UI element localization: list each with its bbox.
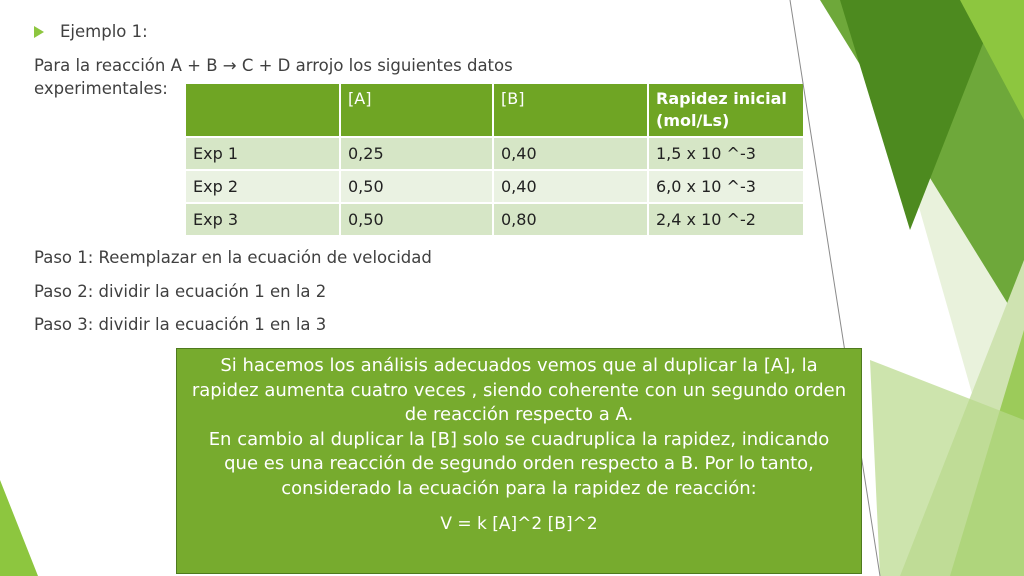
table-cell: 0,50 xyxy=(340,203,493,235)
table-cell: 0,40 xyxy=(493,170,648,203)
table-cell: Exp 3 xyxy=(186,203,340,235)
table-cell: 1,5 x 10 ^-3 xyxy=(648,137,803,170)
table-header-rate: Rapidez inicial (mol/Ls) xyxy=(648,84,803,137)
table-row xyxy=(186,170,803,203)
table-header-b: [B] xyxy=(493,84,648,137)
table-header-empty xyxy=(186,84,340,137)
experiment-table xyxy=(186,84,803,235)
table-cell: 0,50 xyxy=(340,170,493,203)
table-cell: 0,40 xyxy=(493,137,648,170)
conclusion-box xyxy=(176,348,862,574)
step-3: Paso 3: dividir la ecuación 1 en la 3 xyxy=(34,315,327,334)
step-1: Paso 1: Reemplazar en la ecuación de velocidad xyxy=(34,248,432,267)
table-row xyxy=(186,137,803,170)
step-2: Paso 2: dividir la ecuación 1 en la 2 xyxy=(34,282,327,301)
rate-formula: V = k [A]^2 [B]^2 xyxy=(440,514,598,534)
intro-line-1: Para la reacción A + B → C + D arrojo los siguientes datos xyxy=(34,56,513,75)
table-cell: 0,80 xyxy=(493,203,648,235)
table-header-a: [A] xyxy=(340,84,493,137)
table-cell: 6,0 x 10 ^-3 xyxy=(648,170,803,203)
table-header-row xyxy=(186,84,803,137)
example-heading: Ejemplo 1: xyxy=(60,22,148,41)
conclusion-paragraph-2: En cambio al duplicar la [B] solo se cuadruplica la rapidez, indicando que es una reacción de segundo orden respecto a B. Por lo tanto, considerado la ecuación para la rapidez de reacción: xyxy=(208,428,830,499)
bullet-arrow-icon xyxy=(34,26,44,38)
table-row xyxy=(186,203,803,235)
intro-line-2: experimentales: xyxy=(34,79,168,98)
table-cell: 2,4 x 10 ^-2 xyxy=(648,203,803,235)
conclusion-paragraph-1: Si hacemos los análisis adecuados vemos que al duplicar la [A], la rapidez aumenta cuatro veces , siendo coherente con un segundo orden de reacción respecto a A. xyxy=(191,355,847,425)
table-cell: 0,25 xyxy=(340,137,493,170)
left-green-triangle xyxy=(0,480,38,576)
table-cell: Exp 1 xyxy=(186,137,340,170)
table-cell: Exp 2 xyxy=(186,170,340,203)
